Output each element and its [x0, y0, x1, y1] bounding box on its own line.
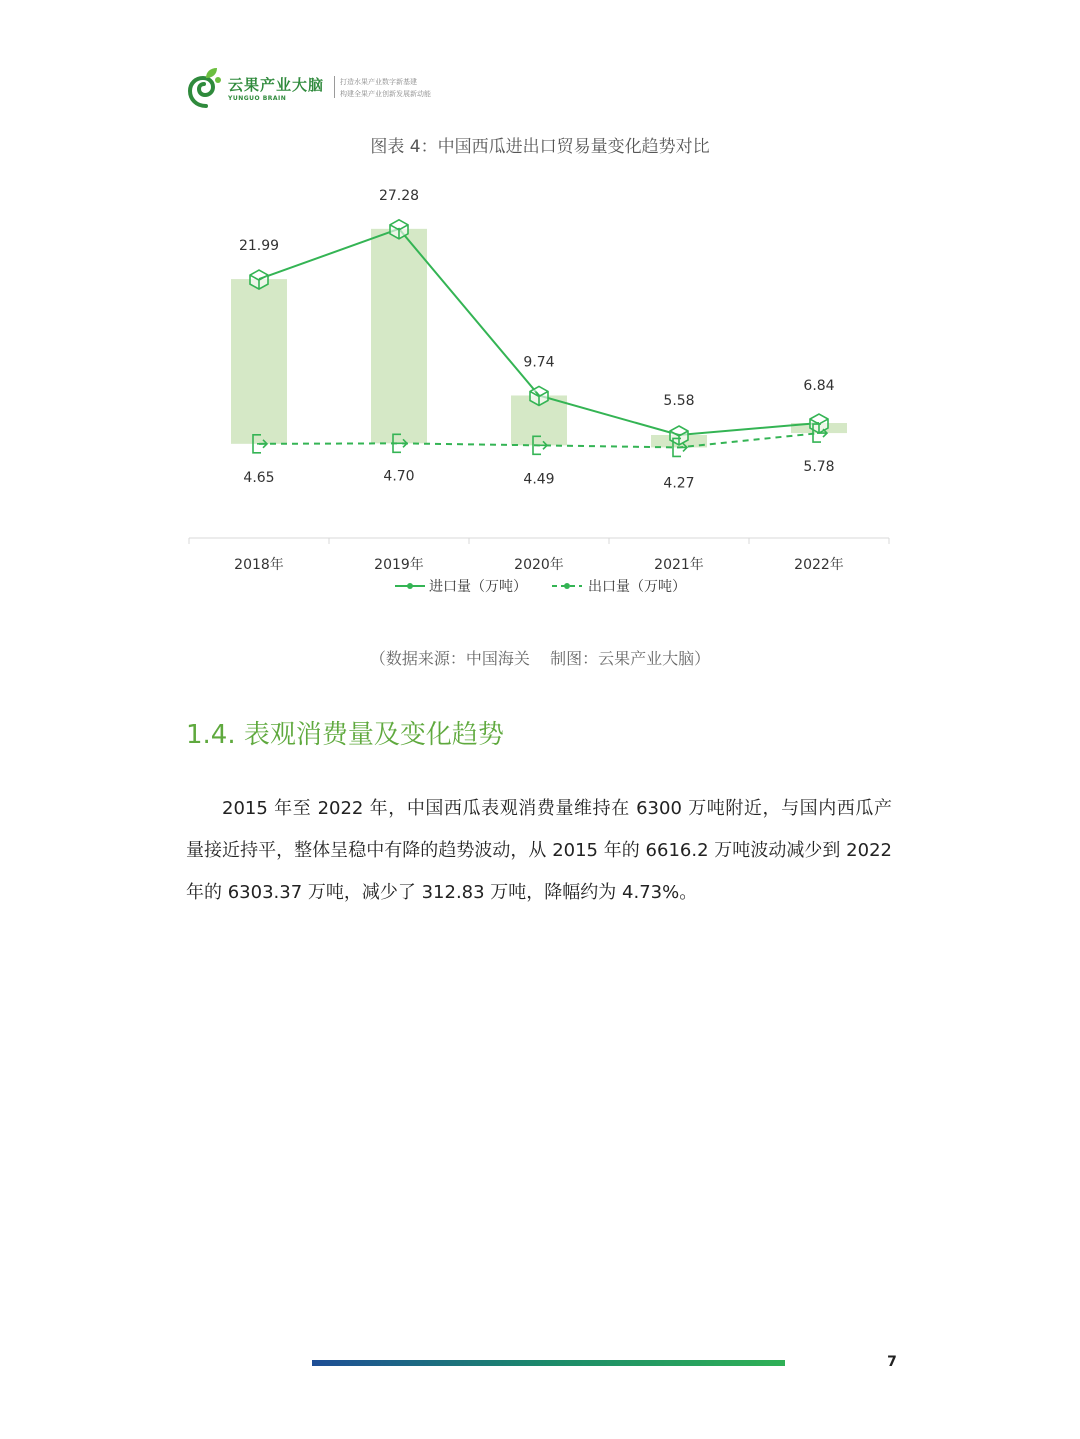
chart-svg [180, 186, 900, 606]
bar-0 [231, 279, 287, 444]
slogan-line-1: 打造水果产业数字新基建 [340, 78, 417, 86]
legend-import-label: 进口量（万吨） [429, 579, 527, 595]
section-heading: 1.4. 表观消费量及变化趋势 [186, 720, 504, 750]
x-tick-label-4: 2022年 [794, 557, 844, 573]
export-value-label-3: 4.27 [663, 475, 695, 492]
export-value-label-0: 4.65 [243, 469, 275, 486]
import-marker-1 [390, 220, 408, 239]
import-value-label-3: 5.58 [663, 392, 695, 409]
header-divider [334, 76, 335, 98]
export-value-label-1: 4.70 [383, 468, 415, 485]
yunguo-logo-icon [188, 66, 224, 108]
import-value-label-0: 21.99 [238, 238, 280, 255]
bar-1 [371, 229, 427, 444]
x-tick-label-1: 2019年 [374, 557, 424, 573]
brand-name: 云果产业大脑 [228, 76, 325, 94]
export-value-label-4: 5.78 [803, 459, 835, 476]
import-value-label-2: 9.74 [523, 354, 555, 371]
import-value-label-1: 27.28 [378, 187, 420, 204]
import-value-label-4: 6.84 [803, 378, 835, 395]
export-value-label-2: 4.49 [523, 471, 555, 488]
trade-volume-chart [180, 186, 900, 606]
footer-gradient-bar [312, 1360, 785, 1366]
slogan-line-2: 构建全果产业创新发展新动能 [340, 90, 431, 98]
legend-import-dot [407, 583, 413, 589]
chart-title: 图表 4：中国西瓜进出口贸易量变化趋势对比 [370, 137, 710, 157]
report-header [188, 62, 508, 110]
legend-export-dot [564, 583, 570, 589]
x-tick-label-3: 2021年 [654, 557, 704, 573]
import-marker-0 [250, 270, 268, 289]
legend-export-label: 出口量（万吨） [588, 579, 686, 595]
x-tick-label-0: 2018年 [234, 557, 284, 573]
page-number: 7 [887, 1354, 897, 1370]
brand-subtitle: YUNGUO BRAIN [228, 95, 287, 102]
data-source-caption: （数据来源：中国海关 制图：云果产业大脑） [369, 649, 711, 668]
body-paragraph: 2015 年至 2022 年，中国西瓜表观消费量维持在 6300 万吨附近，与国内西瓜产量接近持平，整体呈稳中有降的趋势波动，从 2015 年的 6616.2 万吨波动减少到 2022 年的 6303.37 万吨，减少了 312.83 万吨，降幅约为 4.73%。 [186, 798, 892, 903]
x-tick-label-2: 2020年 [514, 557, 564, 573]
import-marker-2 [530, 386, 548, 405]
